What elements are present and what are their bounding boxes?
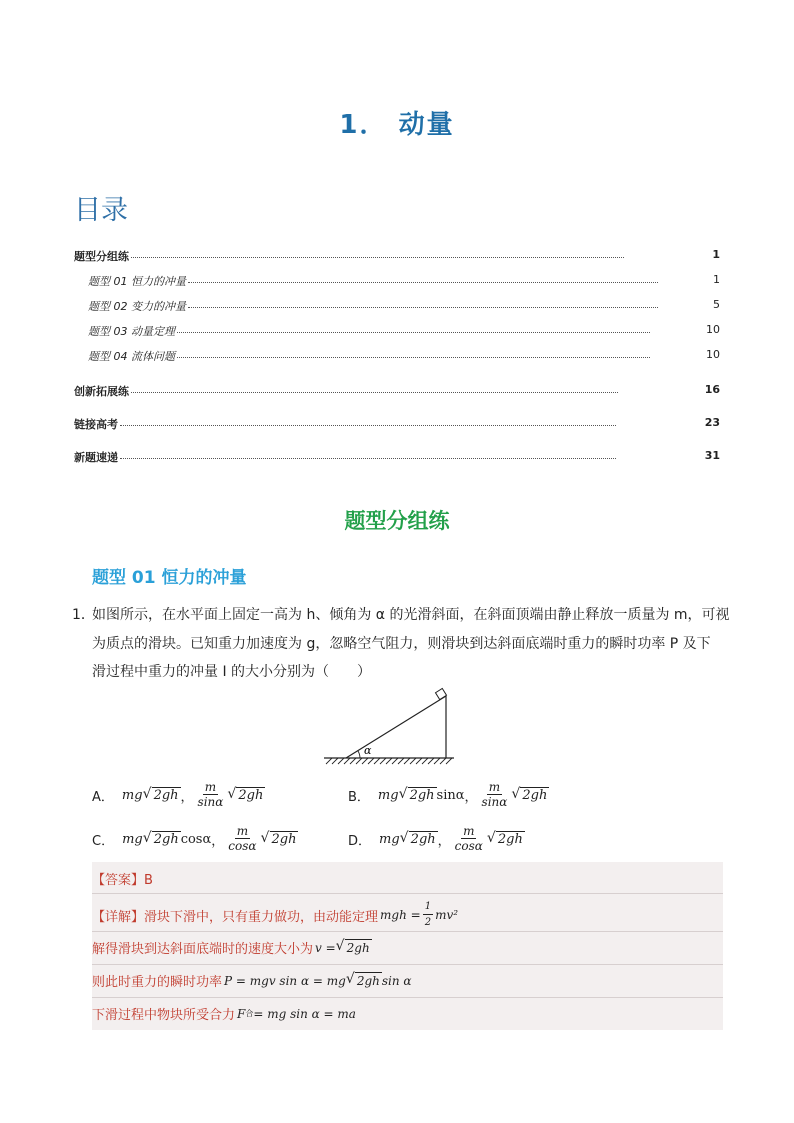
answer-detail-line-4: 下滑过程中物块所受合力 F 合 = mg sin α = ma xyxy=(92,1006,356,1023)
answer-divider xyxy=(92,931,723,932)
answer-detail-line-1: 【详解】 滑块下滑中，只有重力做功，由动能定理 mgh = $\frac{1}{2}$ mv² xyxy=(92,901,459,928)
question-line-3: 滑过程中重力的冲量 I 的大小分别为（ ） xyxy=(92,664,372,680)
section-title: 题型分组练 xyxy=(344,509,450,533)
subsection-title: 题型 01 恒力的冲量 xyxy=(92,568,247,588)
answer-divider xyxy=(92,997,723,998)
question-number: 1． xyxy=(72,607,95,623)
option-a[interactable]: A． mg √ 2gh ， $\frac{m}{\sin\alpha}$ √ 2gh xyxy=(92,780,265,810)
question-line-1: 如图所示，在水平面上固定一高为 h、倾角为 α 的光滑斜面，在斜面顶端由静止释放一质量为 m，可视 xyxy=(92,607,730,623)
toc-page-2: 1 xyxy=(713,273,720,286)
toc-item-7[interactable]: 链接高考 xyxy=(74,416,618,432)
answer-detail-line-3: 则此时重力的瞬时功率 P = mgv sin α = mg √ 2gh sin α xyxy=(92,971,412,990)
answer-divider xyxy=(92,893,723,894)
incline-surface xyxy=(346,696,446,758)
toc-item-4[interactable]: 题型 03 动量定理 xyxy=(88,323,652,339)
toc-item-5[interactable]: 题型 04 流体问题 xyxy=(88,348,652,364)
angle-label: α xyxy=(364,744,372,757)
option-c[interactable]: C． mg √ 2gh cosα ， $\frac{m}{\cos\alpha}$ √ 2gh xyxy=(92,824,298,854)
answer-divider xyxy=(92,964,723,965)
question-line-2: 为质点的滑块。已知重力加速度为 g，忽略空气阻力，则滑块到达斜面底端时重力的瞬时功率 P 及下 xyxy=(92,636,711,652)
toc-page-3: 5 xyxy=(713,298,720,311)
toc-page-1: 1 xyxy=(712,248,720,261)
page-title: 1． 动量 xyxy=(339,110,455,140)
toc-heading: 目录 xyxy=(74,195,128,226)
slider-block xyxy=(435,688,446,699)
toc-item-1[interactable]: 题型分组练 xyxy=(74,248,626,264)
toc-page-7: 23 xyxy=(704,416,720,429)
toc-item-3[interactable]: 题型 02 变力的冲量 xyxy=(88,298,660,314)
answer-detail-line-2: 解得滑块到达斜面底端时的速度大小为 v = √ 2gh xyxy=(92,938,372,957)
angle-arc xyxy=(358,751,360,758)
toc-page-5: 10 xyxy=(706,348,720,361)
incline-figure xyxy=(320,684,456,768)
toc-page-8: 31 xyxy=(704,449,720,462)
answer-label: 【答案】B xyxy=(92,873,153,888)
toc-page-6: 16 xyxy=(704,383,720,396)
ground-hatching xyxy=(326,758,452,764)
toc-page-4: 10 xyxy=(706,323,720,336)
option-b[interactable]: B． mg √ 2gh sinα ， $\frac{m}{\sin\alpha}$ √ 2gh xyxy=(348,780,549,810)
option-d[interactable]: D． mg √ 2gh ， $\frac{m}{\cos\alpha}$ √ 2gh xyxy=(348,824,525,854)
toc-item-2[interactable]: 题型 01 恒力的冲量 xyxy=(88,273,660,289)
toc-item-8[interactable]: 新题速递 xyxy=(74,449,618,465)
toc-item-6[interactable]: 创新拓展练 xyxy=(74,383,620,399)
